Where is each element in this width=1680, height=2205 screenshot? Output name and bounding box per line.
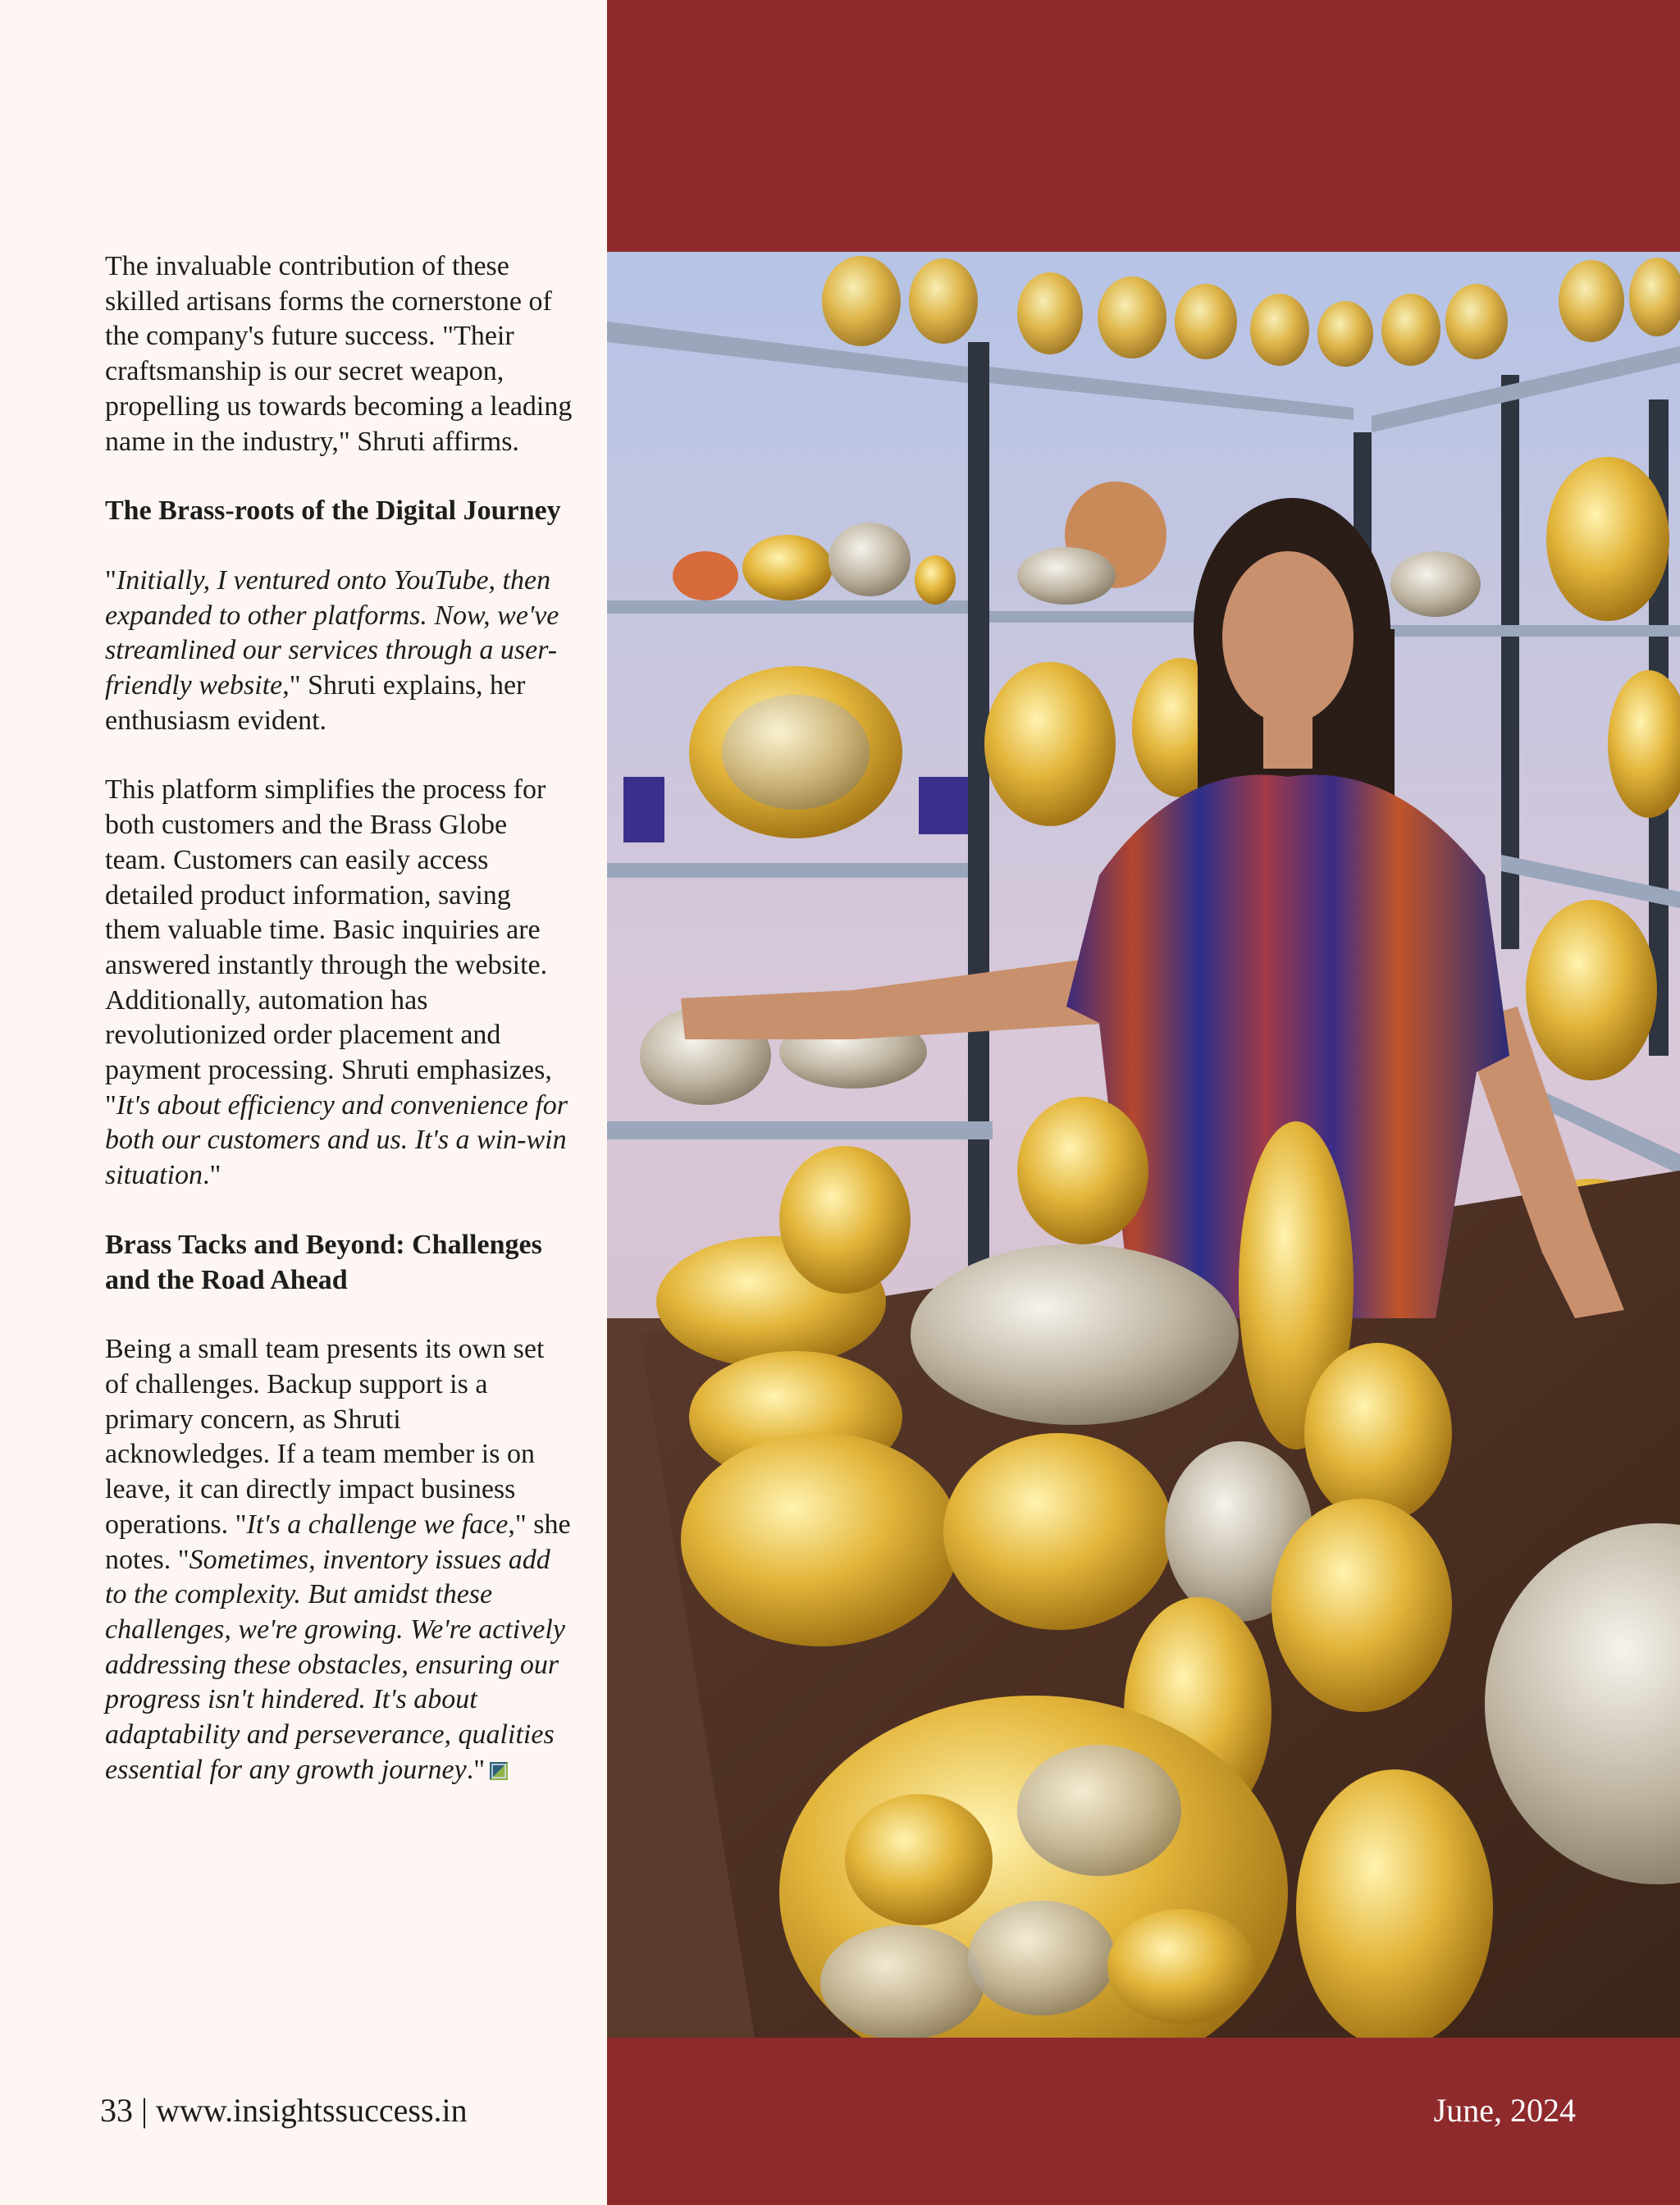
article-body [105, 249, 573, 1822]
section-heading-digital-journey: The Brass-roots of the Digital Journey [105, 495, 561, 527]
paragraph-1: The invaluable contribution of these skilled artisans forms the cornerstone of the company's future success. "Their craftsmanship is our secret weapon, propelling us towards becoming a leading name in the industry," Shruti affirms. [105, 251, 573, 457]
paragraph-2: "Initially, I ventured onto YouTube, then expanded to other platforms. Now, we've streamlined our services through a user-friendly website," Shruti explains, her enthusiasm evident. [105, 564, 559, 736]
quote-text: Initially, I ventured onto YouTube, then expanded to other platforms. Now, we've streamlined our services through a user-friendly website [105, 564, 559, 701]
section-heading-challenges: Brass Tacks and Beyond: Challenges and the Road Ahead [105, 1229, 542, 1295]
quote-text: Sometimes, inventory issues add to the complexity. But amidst these challenges, we're growing. We're actively addressing these obstacles, ensuring our progress isn't hindered. It's about adaptability and perseverance, qualities essential for any growth journey [105, 1544, 565, 1785]
quote-text: It's a challenge we face [246, 1509, 509, 1540]
paragraph-3: This platform simplifies the process for both customers and the Brass Globe team. Customers can easily access detailed product information, saving them valuable time. Basic inquiries are answered instantly through the website. Additionally, automation has revolutionized order placement and payment processing. Shruti emphasizes, "It's about efficiency and convenience for both our customers and us. It's a win-win situation." [105, 774, 568, 1191]
footer-issue-date: June, 2024 [1433, 2092, 1576, 2129]
brassware-shop-photo [607, 252, 1680, 2038]
paragraph-4: Being a small team presents its own set of challenges. Backup support is a primary concern, as Shruti acknowledges. If a team member is on leave, it can directly impact business operations. "It's a challenge we face," she notes. "Sometimes, inventory issues add to the complexity. But amidst these challenges, we're growing. We're actively addressing these obstacles, ensuring our progress isn't hindered. It's about adaptability and perseverance, qualities essential for any growth journey." [105, 1334, 571, 1785]
footer-page-number-url: 33 | www.insightssuccess.in [100, 2092, 468, 2129]
end-of-article-icon [490, 1762, 508, 1780]
quote-text: It's about efficiency and convenience for both our customers and us. It's a win-win situation [105, 1089, 568, 1191]
